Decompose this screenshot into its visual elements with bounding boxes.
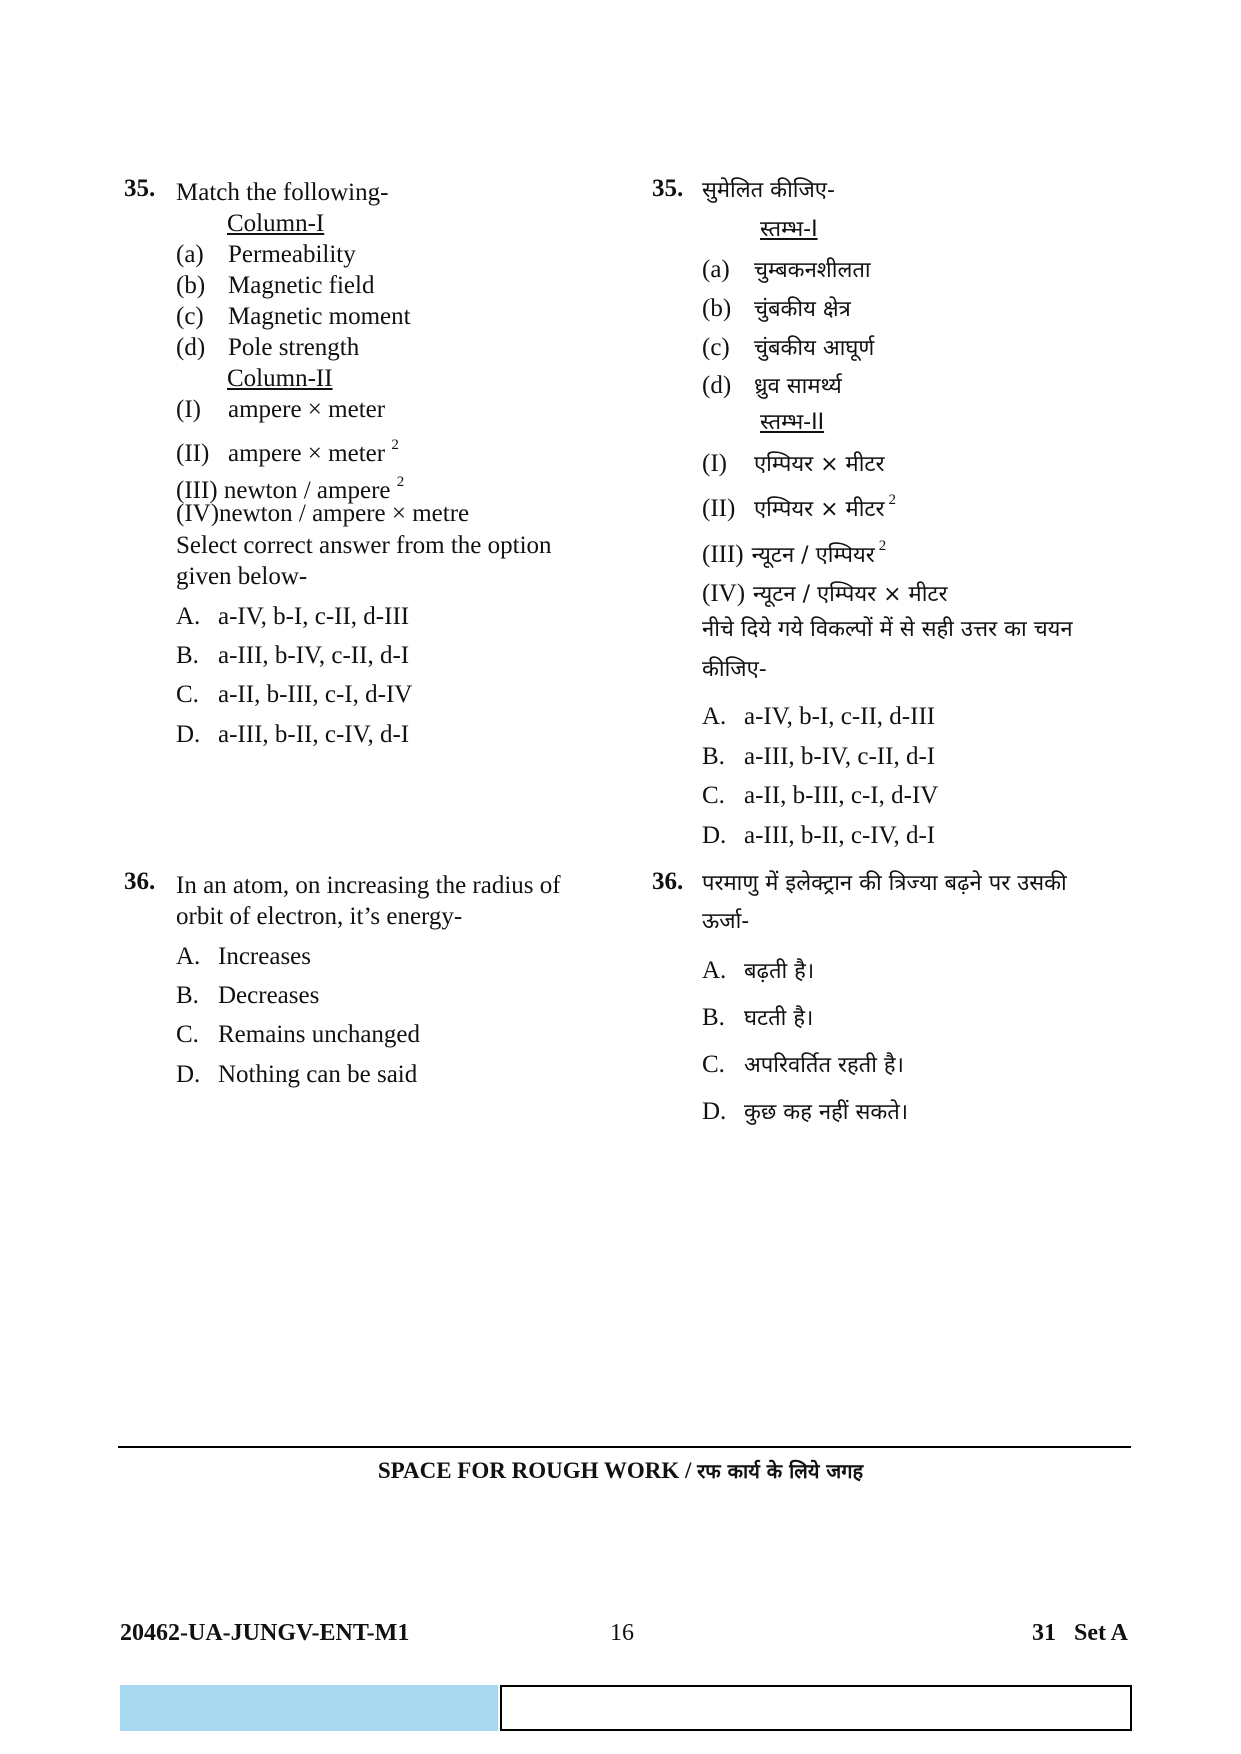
q36-option-hi: D. कुछ कह नहीं सकते। <box>702 1098 909 1125</box>
q35-number-en: 35. <box>124 175 156 202</box>
q36-prompt-en: In an atom, on increasing the radius of <box>176 872 561 899</box>
q35-option-hi: D. a-III, b-II, c-IV, d-I <box>702 822 936 849</box>
q35-col2-item-hi: (I) एम्पियर × मीटर <box>702 450 885 477</box>
q35-col2-item-en: (I) ampere × meter <box>176 396 386 423</box>
set-label: 31 Set A <box>1032 1620 1128 1646</box>
q35-instruction-hi: कीजिए- <box>702 657 767 682</box>
q35-col1-item-en: (c) Magnetic moment <box>176 303 411 330</box>
q36-option-hi: C. अपरिवर्तित रहती है। <box>702 1051 904 1078</box>
q35-col2-item-hi: (III) न्यूटन / एम्पियर $^2$ <box>702 538 887 568</box>
q35-prompt-en: Match the following- <box>176 179 389 206</box>
q35-col2-item-hi: (II) एम्पियर × मीटर $^2$ <box>702 492 896 522</box>
q35-instruction-hi: नीचे दिये गये विकल्पों में से सही उत्तर का चयन <box>702 617 1073 642</box>
q36-prompt-hi: परमाणु में इलेक्ट्रान की त्रिज्या बढ़ने पर उसकी <box>702 871 1067 896</box>
q35-option-hi: C. a-II, b-III, c-I, d-IV <box>702 782 939 809</box>
q35-option-en: C. a-II, b-III, c-I, d-IV <box>176 681 413 708</box>
q35-col2-heading-hi: स्तम्भ-II <box>760 410 825 435</box>
q35-col1-item-hi: (c) चुंबकीय आघूर्ण <box>702 334 875 361</box>
q36-prompt-en: orbit of electron, it’s energy- <box>176 903 463 930</box>
footer-empty-box <box>500 1685 1132 1731</box>
q36-option-hi: B. घटती है। <box>702 1004 814 1031</box>
q35-instruction-en: given below- <box>176 563 308 590</box>
q35-col1-item-en: (d) Pole strength <box>176 334 360 361</box>
q36-option-en: C. Remains unchanged <box>176 1021 421 1048</box>
q35-option-hi: B. a-III, b-IV, c-II, d-I <box>702 743 936 770</box>
q35-option-en: D. a-III, b-II, c-IV, d-I <box>176 721 410 748</box>
q35-option-en: A. a-IV, b-I, c-II, d-III <box>176 603 410 630</box>
q35-col2-item-hi: (IV) न्यूटन / एम्पियर × मीटर <box>702 580 948 607</box>
q35-col1-item-en: (b) Magnetic field <box>176 272 375 299</box>
q36-number-hi: 36. <box>652 868 684 895</box>
q35-col1-heading-en: Column-I <box>227 210 325 237</box>
q36-option-hi: A. बढ़ती है। <box>702 957 815 984</box>
q35-col1-item-hi: (a) चुम्बकनशीलता <box>702 256 871 283</box>
q35-col2-item-en: (II) ampere × meter $^2$ <box>176 437 399 467</box>
q36-option-en: A. Increases <box>176 943 311 970</box>
q35-col1-heading-hi: स्तम्भ-I <box>760 217 818 242</box>
q35-option-en: B. a-III, b-IV, c-II, d-I <box>176 642 410 669</box>
q36-option-en: D. Nothing can be said <box>176 1061 418 1088</box>
q35-col2-item-en: (III) newton / ampere $^2$ <box>176 474 405 504</box>
footer-color-band <box>120 1685 498 1731</box>
page-number: 16 <box>610 1620 634 1646</box>
rough-work-divider <box>118 1446 1131 1448</box>
q35-col1-item-hi: (b) चुंबकीय क्षेत्र <box>702 295 851 322</box>
q35-col2-heading-en: Column-II <box>227 365 333 392</box>
q35-col1-item-hi: (d) ध्रुव सामर्थ्य <box>702 372 842 399</box>
q35-option-hi: A. a-IV, b-I, c-II, d-III <box>702 703 936 730</box>
q35-col1-item-en: (a) Permeability <box>176 241 356 268</box>
q35-instruction-en: Select correct answer from the option <box>176 532 552 559</box>
q36-number-en: 36. <box>124 868 156 895</box>
q35-col2-item-en: (IV)newton / ampere × metre <box>176 500 470 527</box>
rough-work-label: SPACE FOR ROUGH WORK / रफ कार्य के लिये जगह <box>377 1458 864 1483</box>
q35-number-hi: 35. <box>652 175 684 202</box>
q36-option-en: B. Decreases <box>176 982 320 1009</box>
q35-prompt-hi: सुमेलित कीजिए- <box>702 178 835 203</box>
paper-code: 20462-UA-JUNGV-ENT-M1 <box>120 1620 410 1646</box>
q36-prompt-hi: ऊर्जा- <box>702 909 750 934</box>
